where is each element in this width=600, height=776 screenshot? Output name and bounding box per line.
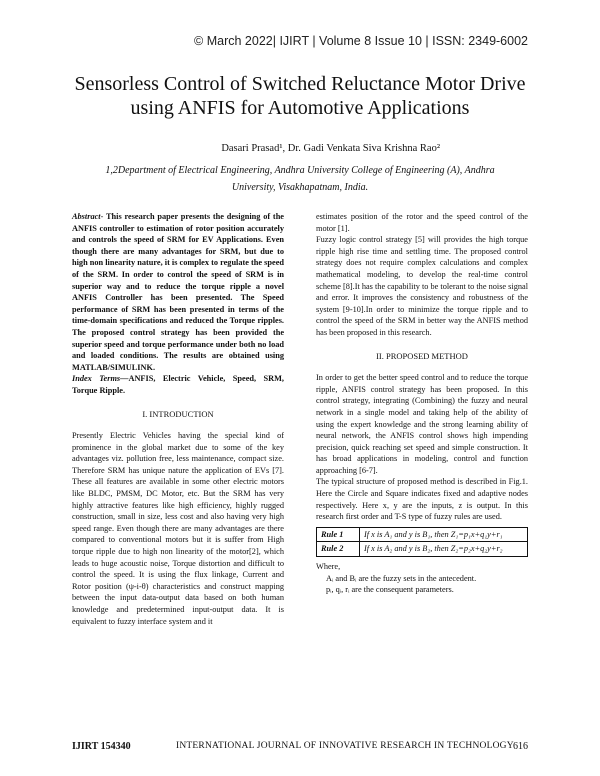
where-line-2: pᵢ, qᵢ, rᵢ are the consequent parameters. (326, 585, 454, 595)
right-paragraph-1: estimates position of the rotor and the speed control of the motor [1]. (316, 212, 528, 233)
right-paragraph-4: The typical structure of proposed method is described in Fig.1. Here the Circle and Square indicates fixed and adaptive nodes respectively. Here x, y are the inputs, z is output. In this research first order and T-S type of fuzzy rules are used. (316, 477, 528, 522)
rule-row (317, 527, 528, 542)
footer-page-number: 616 (513, 741, 528, 752)
right-paragraph-3: In order to get the better speed control and to reduce the torque ripple, ANFIS control strategy has been proposed. In this control strategy, integrating (Combining) the fuzzy and neural network in a single model and taking help of the ability of using the expert knowledge and the strong learning ability of neural network, the ANFIS control shows high impending precision, quick reaching set speed and simple construction. It has broad applications in modeling, control and function approaching [6-7]. (316, 373, 528, 475)
journal-header: © March 2022| IJIRT | Volume 8 Issue 10 | ISSN: 2349-6002 (194, 34, 528, 48)
where-label: Where, (316, 562, 341, 572)
footer-paper-id: IJIRT 154340 (72, 741, 131, 752)
rule-label: Rule 2 (317, 542, 360, 557)
abstract (72, 211, 284, 373)
right-paragraph-2: Fuzzy logic control strategy [5] will provides the high torque ripple high rise time and settling time. The proposed control strategy does not require complex calculations and complex mathematical modeling, to develop the real-time control scheme [8].It has the capability to be tolerant to the noise signal and error. It improves the consistency and robustness of the system [9-10].In order to minimize the torque ripple and to control the speed of the SRM in better way the ANFIS method has been proposed in this research. (316, 235, 528, 337)
authors: Dasari Prasad¹, Dr. Gadi Venkata Siva Krishna Rao² (221, 143, 440, 154)
fuzzy-rules-table (316, 527, 528, 557)
rule-text: If x is A₁ and y is B₁, then Z₁=p₁x+q₁y+r₁ (360, 527, 528, 542)
section-heading-proposed-method: II. PROPOSED METHOD (376, 350, 468, 361)
index-terms-label: Index Terms (72, 374, 121, 384)
paper-title (0, 72, 600, 120)
abstract-label: Abstract- (72, 212, 104, 221)
affiliation (60, 162, 540, 196)
footer-journal-name: INTERNATIONAL JOURNAL OF INNOVATIVE RESEARCH IN TECHNOLOGY (176, 741, 514, 751)
affiliation-line-2: University, Visakhapatnam, India. (231, 182, 369, 193)
index-terms (72, 373, 284, 396)
title-line-1: Sensorless Control of Switched Reluctance Motor Drive (74, 73, 526, 95)
affiliation-line-1: 1,2Department of Electrical Engineering, Andhra University College of Engineering (A), Andhra (105, 165, 495, 176)
title-line-2: using ANFIS for Automotive Applications (130, 97, 470, 119)
where-line-1: Aᵢ and Bᵢ are the fuzzy sets in the antecedent. (326, 573, 477, 583)
rule-text: If x is A₂ and y is B₂, then Z₂=p₂x+q₂y+r₂ (360, 542, 528, 557)
rule-label: Rule 1 (317, 527, 360, 542)
intro-paragraph: Presently Electric Vehicles having the special kind of prominence in the global market due to some of the key advantages viz. pollution free, less maintenance, compact size. Therefore SRM has unique nature the application of EVs [7]. These all features are available in some other electric motors like BLDC, PMSM, DC Motor, etc. But the SRM has very highly attractive features like high efficiency, highly rugged construction, small in size, less cost and also having very high speed range. Even though there are many advantages are there compared to conventional motors but it is suffer from High torque ripple due to high non linearity of the motor[2], which leads to huge acoustic noise, Torque distortion and difficult to control the speed. It is using the flux linkage, Current and Rotor position (ψ-i-θ) characteristics and construct mapping between the input data-output data based on both human knowledge and predetermined input-output data. It is equivalent to fuzzy interface system and it (72, 431, 284, 626)
index-terms-text: —ANFIS, Electric Vehicle, Speed, SRM, Torque Ripple. (72, 374, 285, 395)
abstract-text: This research paper presents the designing of the ANFIS controller to estimation of rotor position accurately and controls the speed of SRM for EV Applications. Even though there are many advantages for SRM, but due to high non linearity nature, it is complex to regulate the speed of the SRM. In order to control the speed of SRM is in superior way and to reduce the torque ripple a novel ANFIS Controller has been presented. The Speed performance of SRM has been presented in terms of the time-domain specifications and reduced the Torque ripples. The proposed control strategy has been provided the superior speed and torque performance under both no load and loaded conditions. The results are obtained using MATLAB/SIMULINK. (72, 212, 284, 372)
left-column (72, 211, 284, 627)
section-heading-introduction: I. INTRODUCTION (142, 408, 214, 419)
rule-row (317, 542, 528, 557)
right-column (316, 211, 528, 596)
